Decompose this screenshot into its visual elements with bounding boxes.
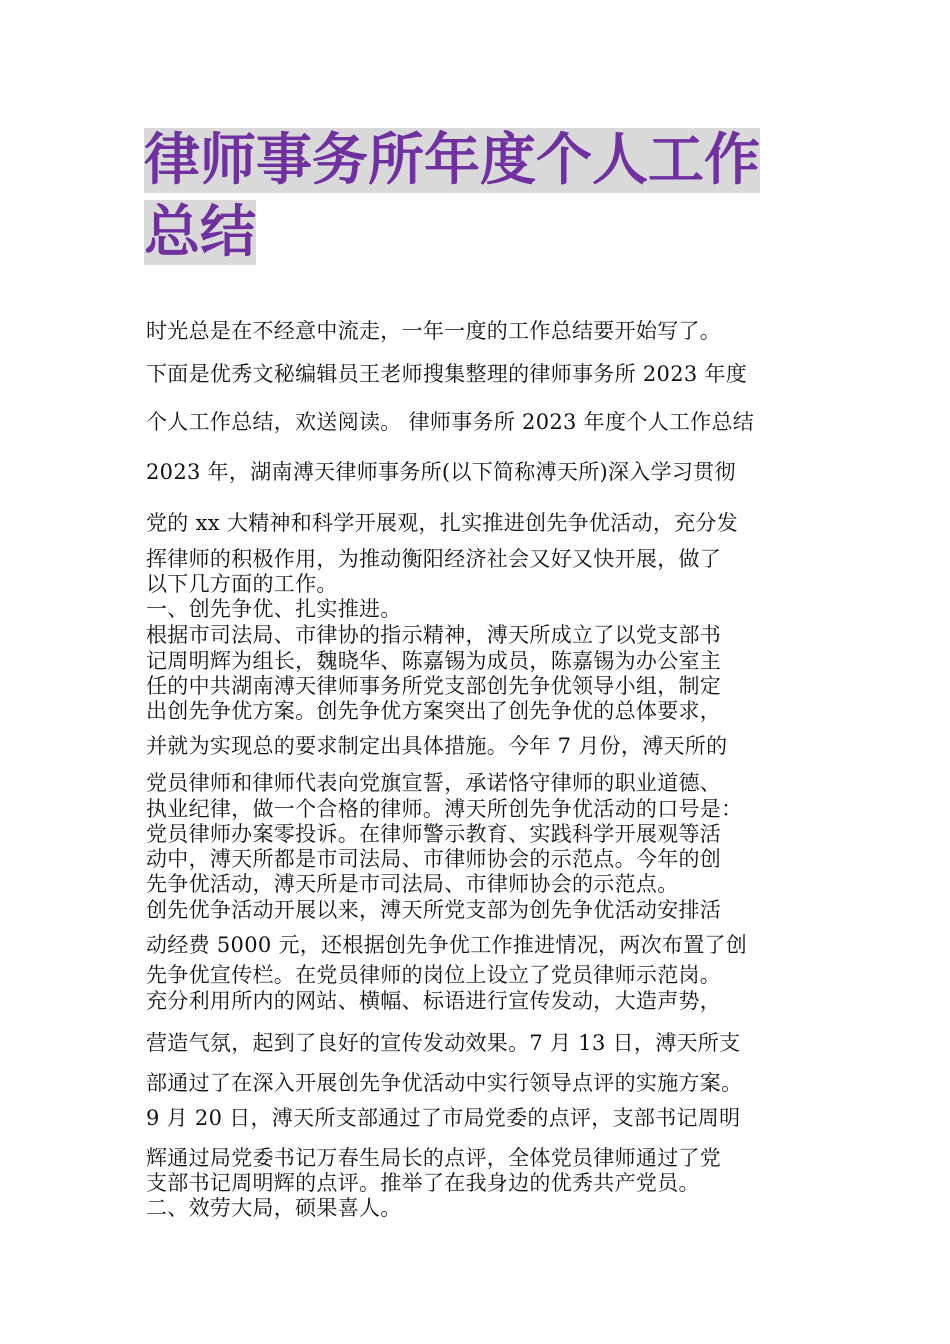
text-line: 充分利用所内的网站、横幅、标语进行宣传发动，大造声势，	[146, 989, 722, 1013]
text-line: 2023 年，湖南溥天律师事务所(以下简称溥天所)深入学习贯彻	[146, 460, 736, 484]
text-line: 支部书记周明辉的点评。推举了在我身边的优秀共产党员。	[146, 1171, 700, 1195]
text-line: 出创先争优方案。创先争优方案突出了创先争优的总体要求，	[146, 699, 722, 723]
text-line: 个人工作总结，欢送阅读。 律师事务所 2023 年度个人工作总结	[146, 410, 755, 434]
text-line: 执业纪律，做一个合格的律师。溥天所创先争优活动的口号是：	[146, 797, 743, 821]
text-line: 党员律师和律师代表向党旗宣誓，承诺恪守律师的职业道德、	[146, 771, 722, 795]
text-line: 任的中共湖南溥天律师事务所党支部创先争优领导小组，制定	[146, 674, 722, 698]
text-line: 先争优活动，溥天所是市司法局、市律师协会的示范点。	[146, 872, 679, 896]
text-line: 党员律师办案零投诉。在律师警示教育、实践科学开展观等活	[146, 822, 722, 846]
text-line: 并就为实现总的要求制定出具体措施。今年 7 月份，溥天所的	[146, 734, 728, 758]
text-line: 时光总是在不经意中流走，一年一度的工作总结要开始写了。	[146, 319, 722, 343]
text-line: 营造气氛，起到了良好的宣传发动效果。7 月 13 日，溥天所支	[146, 1031, 741, 1055]
text-line: 先争优宣传栏。在党员律师的岗位上设立了党员律师示范岗。	[146, 963, 722, 987]
text-line: 创先优争活动开展以来，溥天所党支部为创先争优活动安排活	[146, 898, 722, 922]
text-line: 根据市司法局、市律协的指示精神，溥天所成立了以党支部书	[146, 623, 722, 647]
document-title	[144, 125, 824, 269]
text-line: 动经费 5000 元，还根据创先争优工作推进情况，两次布置了创	[146, 933, 748, 957]
title-line-2: 总结	[144, 200, 256, 265]
text-line: 挥律师的积极作用，为推动衡阳经济社会又好又快开展，做了	[146, 547, 722, 571]
text-line: 下面是优秀文秘编辑员王老师搜集整理的律师事务所 2023 年度	[146, 362, 748, 386]
section-heading: 二、效劳大局，硕果喜人。	[146, 1196, 402, 1220]
text-line: 9 月 20 日，溥天所支部通过了市局党委的点评，支部书记周明	[146, 1106, 741, 1130]
text-line: 动中，溥天所都是市司法局、市律师协会的示范点。今年的创	[146, 847, 722, 871]
section-heading: 一、创先争优、扎实推进。	[146, 597, 402, 621]
text-line: 党的 xx 大精神和科学开展观，扎实推进创先争优活动，充分发	[146, 511, 739, 535]
text-line: 记周明辉为组长，魏晓华、陈嘉锡为成员，陈嘉锡为办公室主	[146, 649, 722, 673]
text-line: 以下几方面的工作。	[146, 572, 338, 596]
text-line: 部通过了在深入开展创先争优活动中实行领导点评的实施方案。	[146, 1071, 743, 1095]
text-line: 辉通过局党委书记万春生局长的点评，全体党员律师通过了党	[146, 1146, 722, 1170]
title-line-1: 律师事务所年度个人工作	[144, 128, 760, 193]
